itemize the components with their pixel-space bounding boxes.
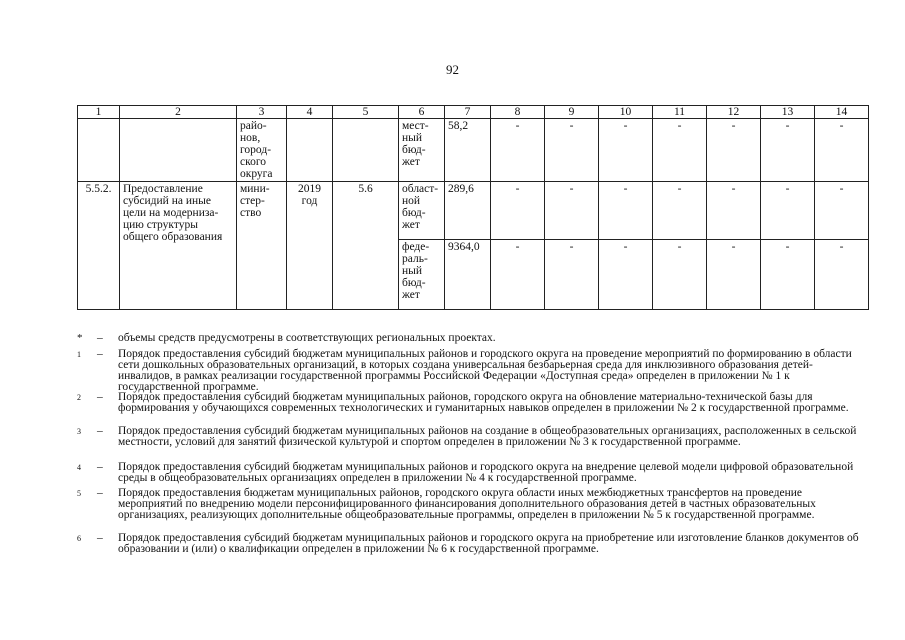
header-cell: 2 (120, 106, 237, 119)
footnote-dash: – (97, 461, 103, 473)
footnote (77, 426, 867, 448)
page-number: 92 (446, 62, 459, 77)
indicator-cell (333, 119, 399, 182)
header-cell: 14 (815, 106, 869, 119)
value-cell: - (761, 119, 815, 182)
program-table (77, 105, 869, 310)
value-cell: - (491, 182, 545, 240)
header-cell: 3 (237, 106, 287, 119)
footnote-text: Порядок предоставления субсидий бюджетам муниципальных районов на создание в общеобразовательных организациях, расположенных в сельской местности, условий для занятий физической культурой и спортом определен в приложении № 3 к государственной программе. (118, 425, 857, 448)
amount-cell: 289,6 (445, 182, 491, 240)
value-cell: - (545, 182, 599, 240)
footnote (77, 392, 867, 414)
header-cell: 8 (491, 106, 545, 119)
executor-cell: мини- стер- ство (237, 182, 287, 310)
row-number-cell: 5.5.2. (78, 182, 120, 310)
executor-cell: райо- нов, город- ского округа (237, 119, 287, 182)
header-cell: 1 (78, 106, 120, 119)
footnote-mark: 3 (77, 427, 81, 436)
header-cell: 12 (707, 106, 761, 119)
value-cell: - (653, 119, 707, 182)
footnote (77, 349, 867, 393)
budget-source-cell: област- ной бюд- жет (399, 182, 445, 240)
indicator-cell: 5.6 (333, 182, 399, 310)
value-cell: - (599, 240, 653, 310)
footnote-mark: 5 (77, 489, 81, 498)
footnote-text: Порядок предоставления субсидий бюджетам муниципальных районов, городского округа на обновление материально-технической базы для формирования у обучающихся современных технологических и гуманитарных навыков определен в приложении № 2 к государственной программе. (118, 391, 849, 414)
footnote-dash: – (97, 332, 103, 344)
header-cell: 11 (653, 106, 707, 119)
table-row (78, 182, 869, 240)
value-cell: - (599, 119, 653, 182)
period-cell (287, 119, 333, 182)
footnote-dash: – (97, 348, 103, 360)
value-cell: - (545, 119, 599, 182)
footnote-dash: – (97, 487, 103, 499)
table-row (78, 119, 869, 182)
budget-source-cell: феде- раль- ный бюд- жет (399, 240, 445, 310)
value-cell: - (707, 119, 761, 182)
value-cell: - (491, 119, 545, 182)
value-cell: - (761, 240, 815, 310)
value-cell: - (545, 240, 599, 310)
value-cell: - (653, 240, 707, 310)
value-cell: - (815, 182, 869, 240)
footnote-mark: 6 (77, 534, 81, 543)
measure-name-cell (120, 119, 237, 182)
footnote-text: Порядок предоставления субсидий бюджетам муниципальных районов и городского округа на проведение мероприятий по формированию в области сети дошкольных образовательных организаций, в которых создана универсальная безбарьерная среда для инклюзивного образования детей-инвалидов, в рамках реализации государственной программы Российской Федерации «Доступная среда» определен в приложении № 1 к государственной программе. (118, 348, 852, 393)
header-cell: 6 (399, 106, 445, 119)
footnote (77, 333, 867, 344)
header-cell: 9 (545, 106, 599, 119)
value-cell: - (761, 182, 815, 240)
footnote-dash: – (97, 425, 103, 437)
footnote-mark: * (77, 332, 83, 344)
footnote-text: Порядок предоставления бюджетам муниципальных районов, городского округа области иных межбюджетных трансфертов на проведение мероприятий по внедрению модели персонифицированного финансирования дополнительного образования детей в частных образовательных организациях, реализующих дополнительные общеобразовательные программы, определен в приложении № 5 к государственной программе. (118, 487, 816, 521)
footnote-text: Порядок предоставления субсидий бюджетам муниципальных районов и городского округа на приобретение или изготовление бланков документов об образовании и (или) о квалификации определен в приложении № 6 к государственной программе. (118, 532, 859, 555)
footnote-mark: 4 (77, 463, 81, 472)
budget-source-cell: мест- ный бюд- жет (399, 119, 445, 182)
footnote-mark: 2 (77, 393, 81, 402)
value-cell: - (599, 182, 653, 240)
value-cell: - (491, 240, 545, 310)
period-cell: 2019 год (287, 182, 333, 310)
header-row (78, 106, 869, 119)
footnote-dash: – (97, 391, 103, 403)
header-cell: 10 (599, 106, 653, 119)
footnote-text: Порядок предоставления субсидий бюджетам муниципальных районов и городского округа на внедрение целевой модели цифровой образовательной среды в общеобразовательных организациях определен в приложении № 4 к государственной программе. (118, 461, 854, 484)
footnote-dash: – (97, 532, 103, 544)
footnote-mark: 1 (77, 350, 81, 359)
header-cell: 5 (333, 106, 399, 119)
measure-name-cell: Предоставление субсидий на иные цели на модерниза- цию структуры общего образования (120, 182, 237, 310)
value-cell: - (653, 182, 707, 240)
row-number-cell (78, 119, 120, 182)
footnote (77, 462, 867, 484)
value-cell: - (815, 119, 869, 182)
amount-cell: 58,2 (445, 119, 491, 182)
amount-cell: 9364,0 (445, 240, 491, 310)
header-cell: 13 (761, 106, 815, 119)
value-cell: - (707, 182, 761, 240)
footnote (77, 488, 867, 521)
value-cell: - (707, 240, 761, 310)
footnote-text: объемы средств предусмотрены в соответствующих региональных проектах. (118, 332, 496, 344)
footnote (77, 533, 867, 555)
header-cell: 7 (445, 106, 491, 119)
header-cell: 4 (287, 106, 333, 119)
value-cell: - (815, 240, 869, 310)
